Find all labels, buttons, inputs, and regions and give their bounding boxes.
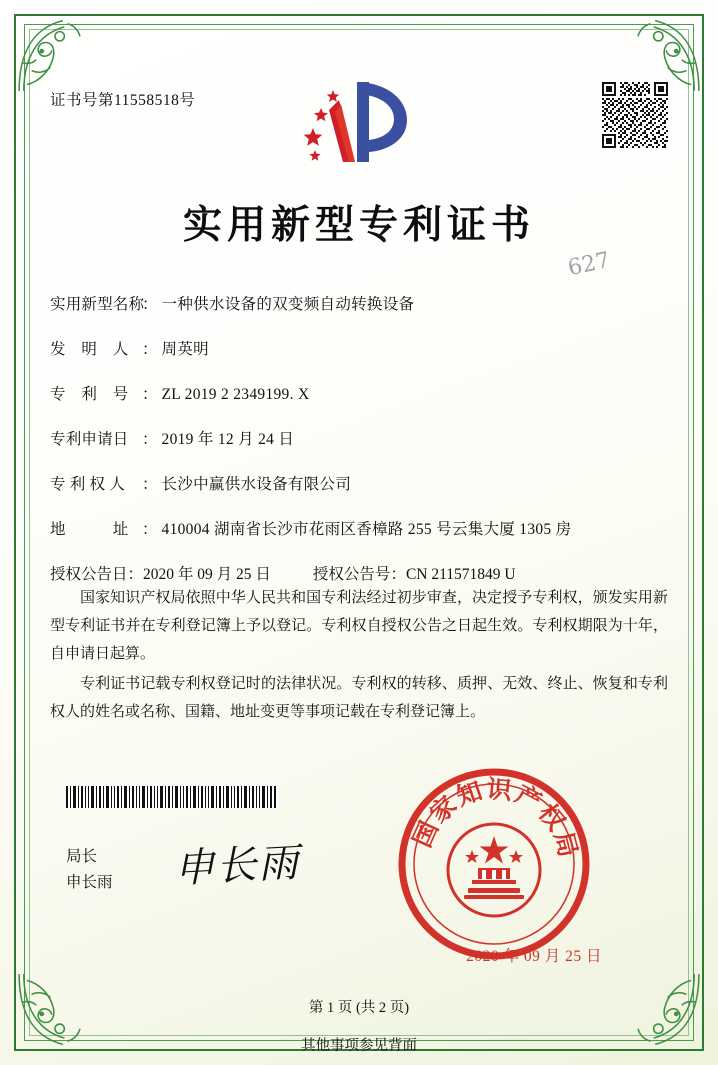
footnote: 其他事项参见背面 [301, 1038, 417, 1054]
signature-block [66, 844, 113, 896]
legal-text-block [50, 584, 668, 728]
qr-code-icon [602, 82, 668, 148]
director-title-label: 局长 [66, 848, 98, 865]
field-value: 长沙中赢供水设备有限公司 [161, 476, 352, 493]
field-row-application-date [50, 427, 668, 449]
field-label: 实用新型名称 [50, 296, 145, 313]
barcode-icon [66, 786, 278, 808]
field-value: CN 211571849 U [405, 566, 516, 583]
page-indicator: 第 1 页 (共 2 页) [308, 1000, 410, 1016]
field-label: 发 明 人 [50, 341, 129, 358]
field-colon: ： [142, 296, 158, 313]
field-label: 授权公告日 [50, 566, 128, 583]
field-colon: ： [142, 431, 158, 448]
svg-text:国家知识产权局: 国家知识产权局 [407, 774, 584, 862]
field-label: 专 利 号 [50, 386, 129, 403]
director-name-label: 申长雨 [66, 874, 113, 891]
field-label: 授权公告号 [312, 566, 391, 583]
official-seal-icon [394, 764, 594, 964]
field-row-patent-number [50, 382, 668, 404]
field-value: 410004 湖南省长沙市花雨区香樟路 255 号云集大厦 1305 房 [161, 521, 572, 538]
field-row-patentee [50, 472, 668, 494]
certificate-number: 证书号第11558518号 [50, 92, 196, 109]
seal-date: 2020 年 09 月 25 日 [466, 948, 602, 965]
field-colon: ： [127, 566, 144, 583]
field-colon: ： [142, 386, 158, 403]
field-row-utility-model-name [50, 292, 668, 314]
field-row-grant-publication [50, 562, 668, 584]
field-row-address [50, 517, 668, 539]
field-list [50, 292, 668, 607]
grant-date-part [50, 562, 271, 584]
field-colon: ： [142, 521, 158, 538]
certificate-content [46, 44, 672, 1025]
page-title: 实用新型专利证书 [182, 202, 535, 248]
field-colon: ： [142, 341, 158, 358]
field-colon: ： [390, 566, 406, 583]
paragraph-1: 国家知识产权局依照中华人民共和国专利法经过初步审查，决定授予专利权，颁发实用新型专利证书并在专利登记簿上予以登记。专利权自授权公告之日起生效。专利权期限为十年，自申请日起算。 [50, 590, 668, 662]
field-row-inventor [50, 337, 668, 359]
field-label: 地 址 [50, 521, 129, 538]
field-value: 2020 年 09 月 25 日 [143, 566, 271, 583]
paragraph-2: 专利证书记载专利权登记时的法律状况。专利权的转移、质押、无效、终止、恢复和专利权人的姓名或名称、国籍、地址变更等事项记载在专利登记簿上。 [50, 676, 668, 720]
field-value: 周英明 [161, 341, 209, 358]
field-colon: ： [142, 476, 158, 493]
handwritten-signature: 申长雨 [173, 839, 302, 893]
handwritten-mark: 627 [565, 247, 613, 282]
field-value: 2019 年 12 月 24 日 [161, 431, 295, 448]
cnipa-logo-icon [299, 76, 419, 168]
field-label: 专利申请日 [50, 431, 129, 448]
field-label: 专 利 权 人 [50, 476, 126, 493]
field-value: 一种供水设备的双变频自动转换设备 [161, 296, 415, 313]
field-value: ZL 2019 2 2349199. X [161, 386, 310, 403]
grant-number-part [313, 562, 516, 584]
